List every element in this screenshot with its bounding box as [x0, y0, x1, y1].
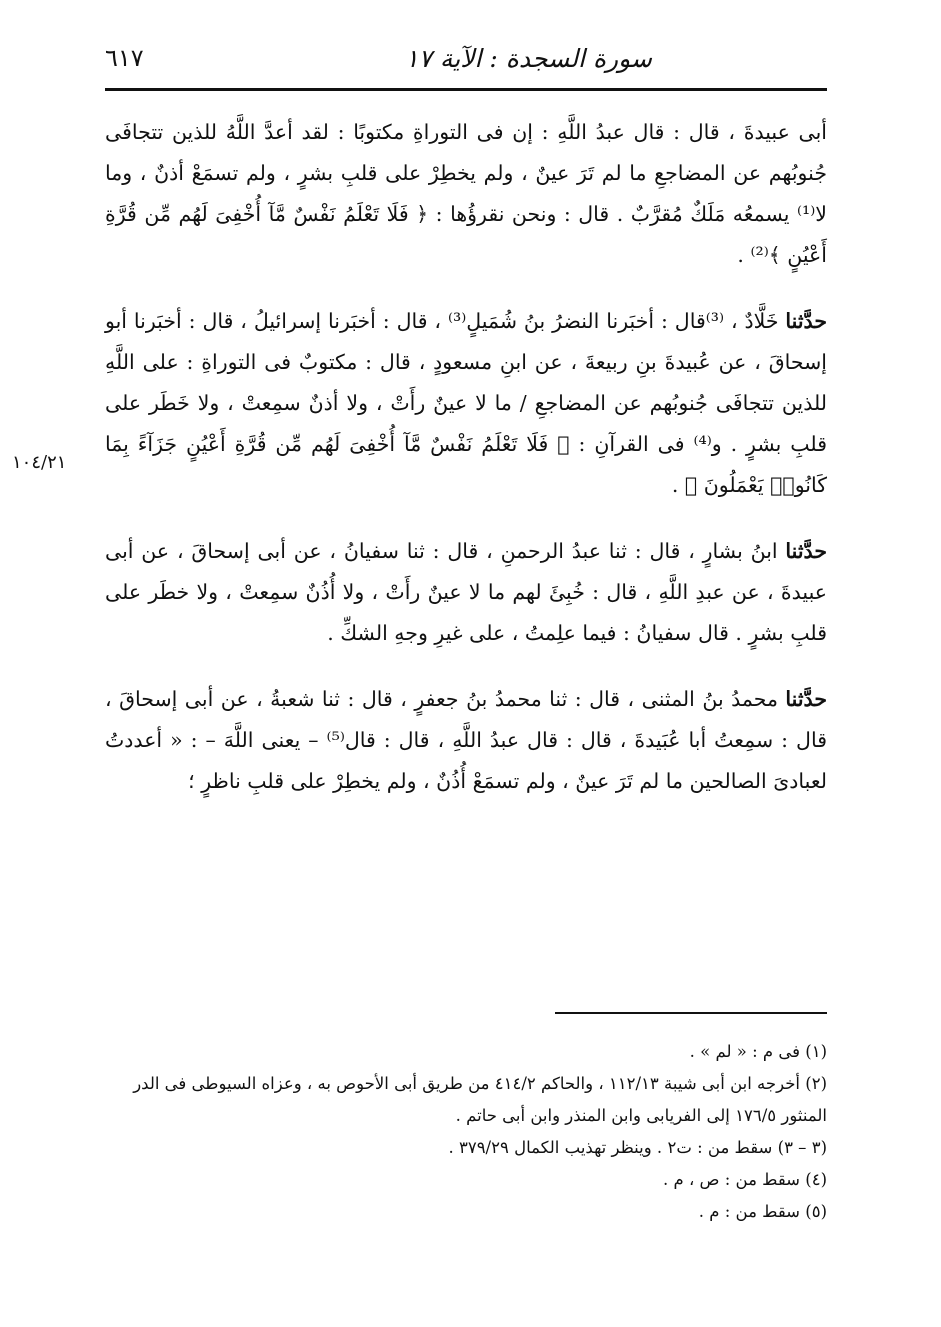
- footnote-3: (٣ – ٣) سقط من : ت٢ . وينظر تهذيب الكمال ٣٧٩/٢٩ .: [448, 1138, 827, 1157]
- paragraph-2: [105, 301, 827, 506]
- paragraph-text: ابنُ بشارٍ ، قال : ثنا عبدُ الرحمنِ ، قال : ثنا سفيانُ ، عن أبى إسحاقَ ، عن أبى عبيدةَ ، عن عبدِ اللَّهِ ، قال : خُبِئَ لهم ما لا عينٌ رأَتْ ، ولا أُذُنٌ سمِعتْ ، ولا خطَر على قلبِ بشرٍ . قال سفيانُ : فيما علِمتُ ، على غيرِ وجهِ الشكِّ .: [105, 539, 827, 645]
- footnote-divider: [555, 1012, 827, 1014]
- paragraph-4: [105, 679, 827, 802]
- footnote-5: (٥) سقط من : م .: [698, 1202, 827, 1221]
- paragraph-text: أبى عبيدةَ ، قال : قال عبدُ اللَّهِ : إن فى التوراةِ مكتوبًا : لقد أعدَّ اللَّهُ للذين تتجافَى جُنوبُهم عن المضاجعِ ما لم تَرَ عينٌ ، ولم يخطِرْ على قلبِ بشرٍ ، ولم تسمَعْ أذنٌ ، وما لا⁽¹⁾ يسمعُه مَلَكٌ مُقرَّبٌ . قال : ونحن نقرؤُها : ﴿ فَلَا تَعْلَمُ نَفْسٌ مَّآ أُخْفِىَ لَهُم مِّن قُرَّةِ أَعْيُنٍ ﴾⁽²⁾ .: [105, 120, 827, 267]
- margin-reference: ١٠٤/٢١: [12, 452, 67, 473]
- footnote-4: (٤) سقط من : ص ، م .: [663, 1170, 827, 1189]
- paragraph-3: [105, 531, 827, 654]
- paragraph-lead: حدَّثنا: [785, 687, 827, 711]
- paragraph-text: خَلَّادٌ ، ⁽³⁾قال : أخبَرنا النضرُ بنُ شُمَيلٍ⁽³⁾ ، قال : أخبَرنا إسرائيلُ ، قال : أخبَرنا أبو إسحاقَ ، عن عُبيدةَ بنِ ربيعةَ ، عن ابنِ مسعودٍ ، قال : مكتوبٌ فى التوراةِ : على اللَّهِ للذين تتجافَى جُنوبُهم عن المضاجعِ / ما لا عينٌ رأَتْ ، ولا أذنٌ سمِعتْ ، ولا خَطَر على قلبِ بشرٍ . و⁽⁴⁾ فى القرآنِ : ﴿ فَلَا تَعْلَمُ نَفْسٌ مَّآ أُخْفِىَ لَهُم مِّن قُرَّةِ أَعْيُنٍ جَزَآءً بِمَا كَانُوا۟ يَعْمَلُونَ ﴾ .: [105, 309, 827, 497]
- paragraph-1: [105, 112, 827, 276]
- main-text: [105, 112, 827, 827]
- paragraph-lead: حدَّثنا: [785, 539, 827, 563]
- running-header: [105, 40, 827, 86]
- footnote-1: (١) فى م : « لم » .: [689, 1042, 827, 1061]
- paragraph-lead: حدَّثنا: [785, 309, 827, 333]
- paragraph-text: محمدُ بنُ المثنى ، قال : ثنا محمدُ بنُ جعفرٍ ، قال : ثنا شعبةُ ، عن أبى إسحاقَ ، قال : سمِعتُ أبا عُبَيدةَ ، قال : قال عبدُ اللَّهِ ، قال : قال⁽⁵⁾ – يعنى اللَّهَ – : « أعددتُ لعبادىَ الصالحين ما لم تَرَ عينٌ ، ولم تسمَعْ أُذُنٌ ، ولم يخطِرْ على قلبِ ناظرٍ ؛: [105, 687, 827, 793]
- page-number: ٦١٧: [105, 44, 144, 72]
- header-divider: [105, 88, 827, 91]
- footnote-2: (٢) أخرجه ابن أبى شيبة ١١٢/١٣ ، والحاكم ٤١٤/٢ من طريق أبى الأحوص به ، وعزاه السيوطى فى الدر المنثور ١٧٦/٥ إلى الفريابى وابن المنذر وابن أبى حاتم .: [133, 1074, 827, 1125]
- running-title: سورة السجدة : الآية ١٧: [405, 44, 652, 73]
- footnotes: [105, 1036, 827, 1228]
